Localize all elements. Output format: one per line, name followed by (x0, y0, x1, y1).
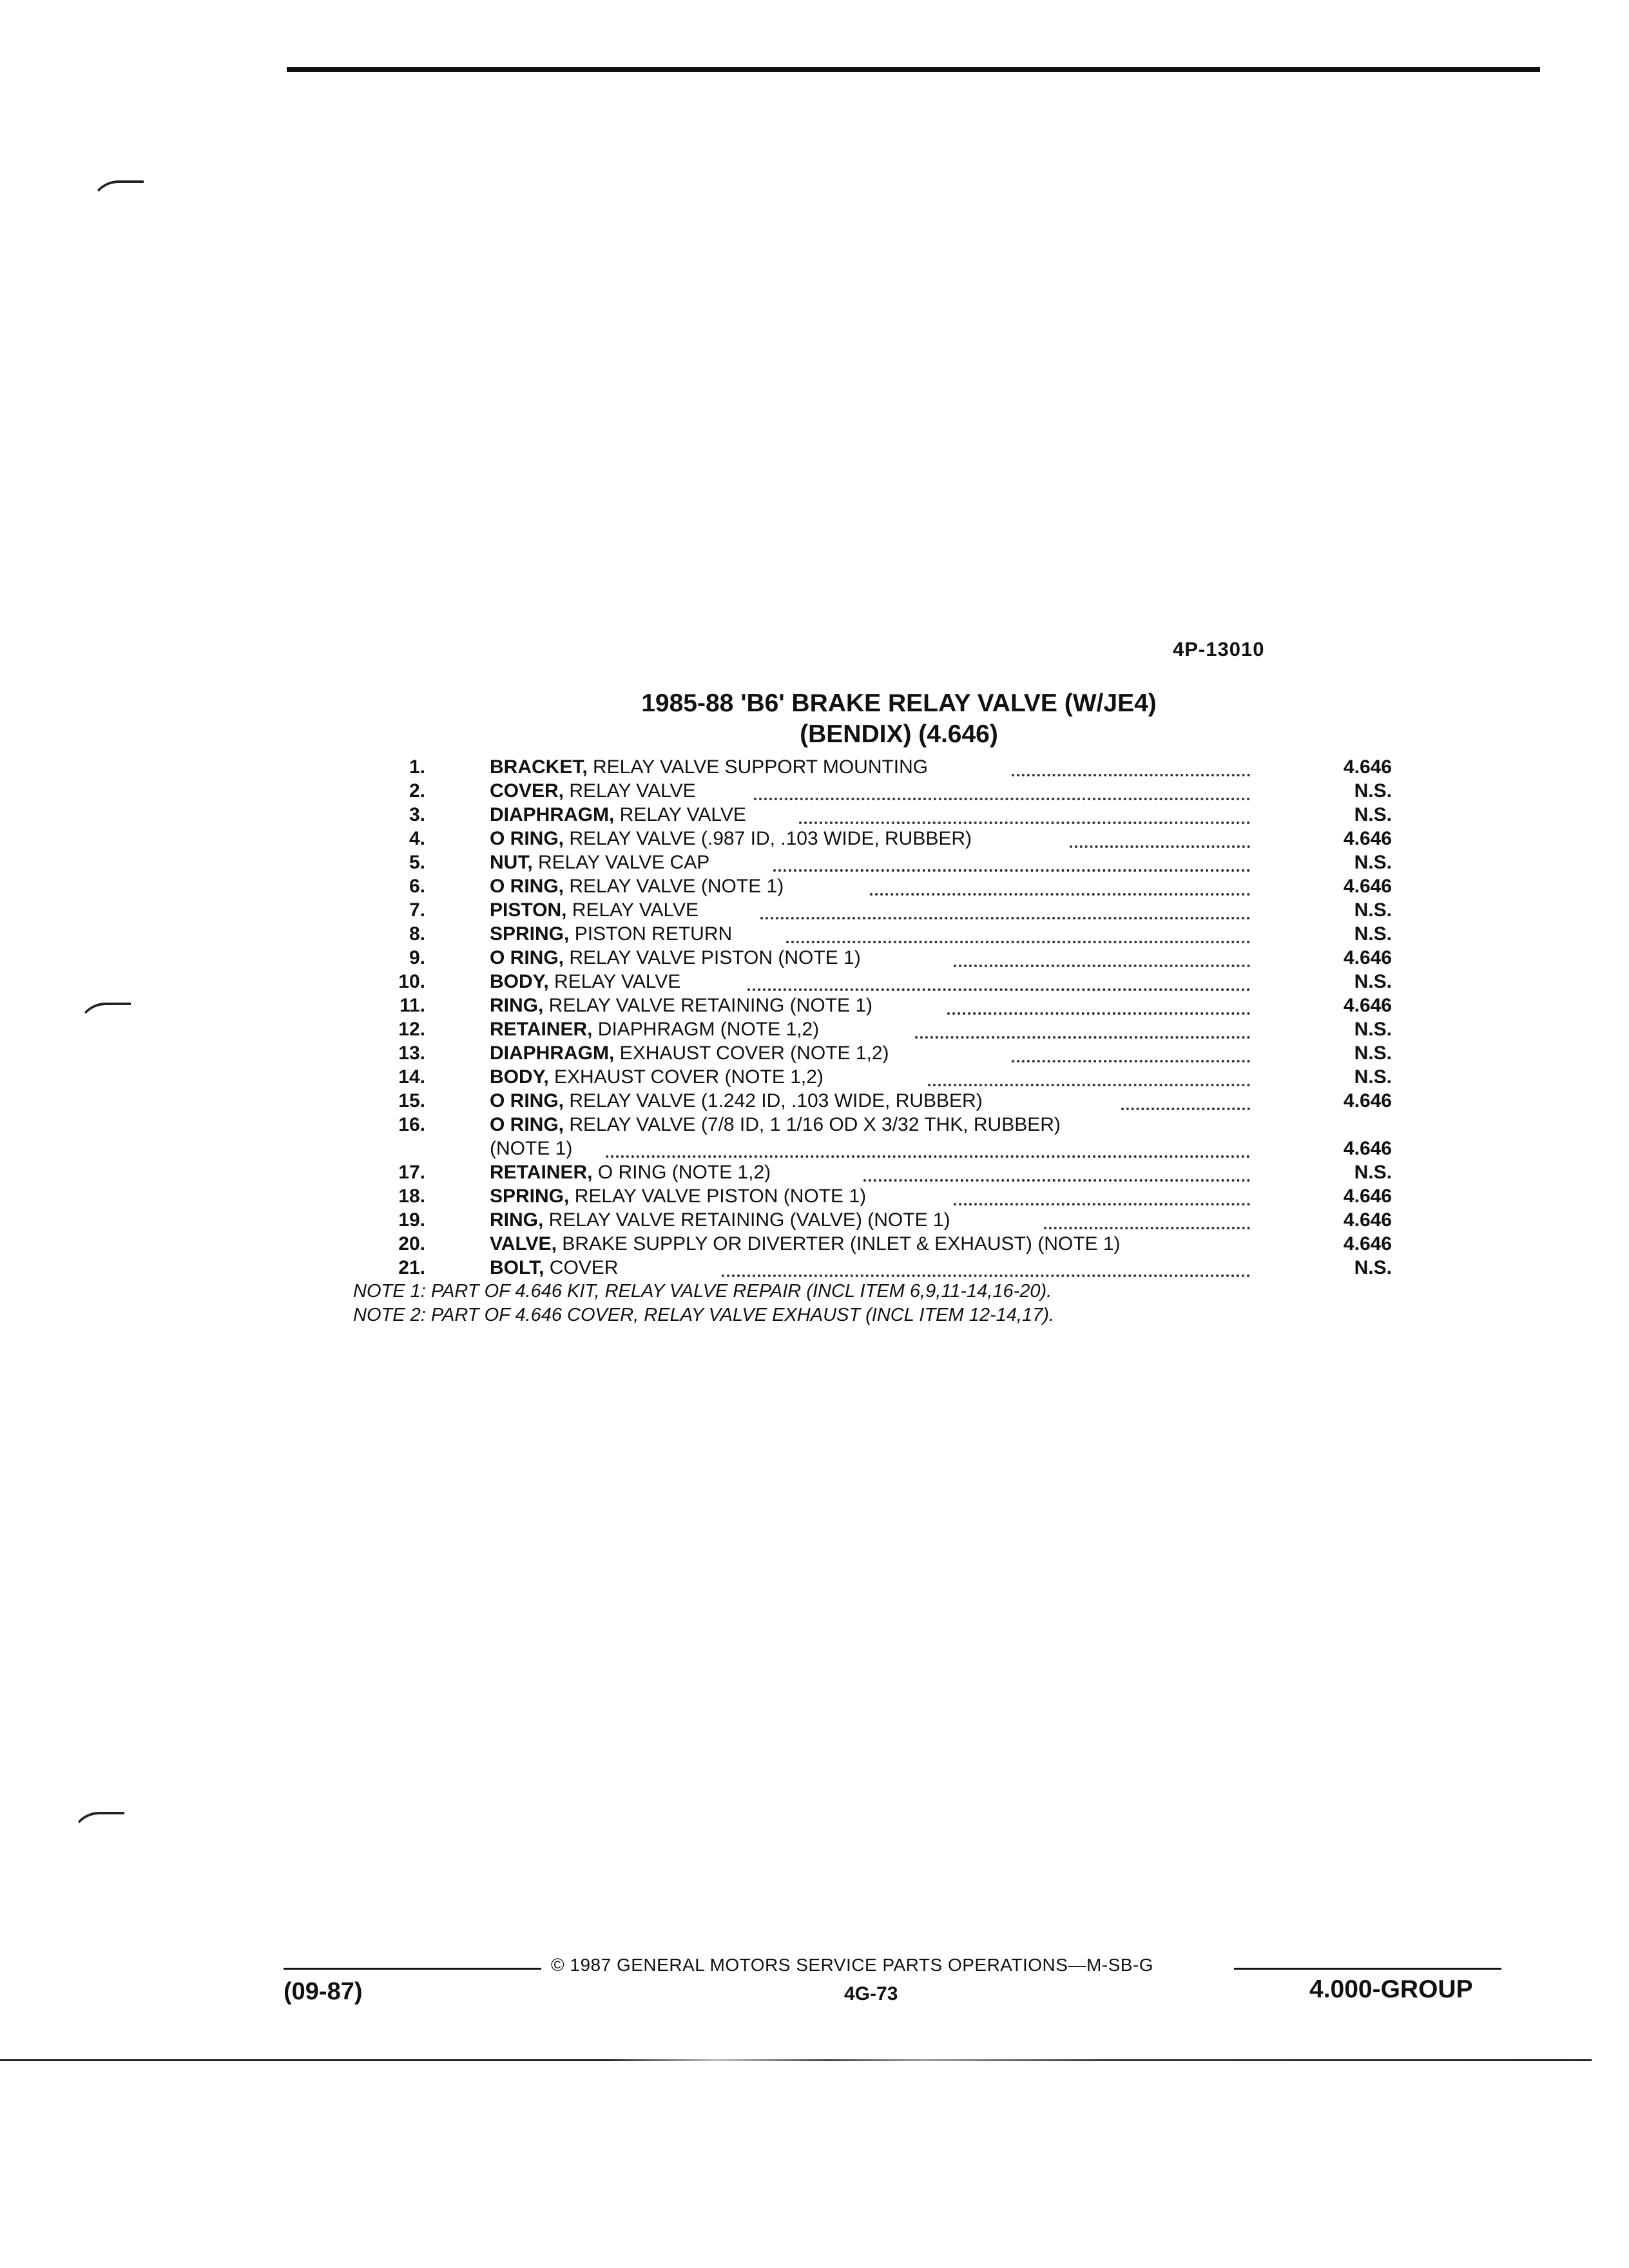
part-row (361, 1160, 1392, 1184)
punch-hole-mark (71, 1812, 124, 1840)
part-number: 6. (409, 876, 425, 897)
part-detail: EXHAUST COVER (NOTE 1,2) (614, 1043, 889, 1064)
footer-rule-left (284, 1968, 541, 1970)
dot-leader (928, 1081, 1250, 1086)
part-group-number: N.S. (1354, 780, 1392, 802)
part-name: RING, (490, 995, 544, 1016)
part-detail: RELAY VALVE CAP (532, 852, 710, 873)
note-2: NOTE 2: PART OF 4.646 COVER, RELAY VALVE EXHAUST (INCL ITEM 12-14,17). (353, 1305, 1054, 1325)
part-group-number: 4.646 (1343, 1186, 1392, 1207)
part-row (361, 1017, 1392, 1041)
part-row (361, 850, 1392, 874)
part-row (361, 1065, 1392, 1089)
part-detail: RELAY VALVE (566, 899, 699, 921)
part-name: RETAINER, (490, 1019, 593, 1040)
part-name: SPRING, (490, 923, 570, 945)
part-name: O RING, (490, 828, 564, 849)
part-row (361, 946, 1392, 970)
part-group-number: 4.646 (1343, 876, 1392, 897)
title-line-1: 1985-88 'B6' BRAKE RELAY VALVE (W/JE4) (641, 689, 1157, 717)
part-detail: RELAY VALVE PISTON (NOTE 1) (564, 947, 861, 968)
part-row (361, 755, 1392, 779)
part-name: SPRING, (490, 1186, 570, 1207)
dot-leader (947, 1010, 1250, 1015)
dot-leader (722, 1272, 1250, 1277)
part-row (361, 994, 1392, 1017)
part-number: 5. (409, 852, 425, 873)
dot-leader (870, 890, 1250, 896)
punch-hole-mark (77, 1003, 131, 1031)
part-detail: RELAY VALVE RETAINING (VALVE) (NOTE 1) (543, 1209, 950, 1231)
part-name: COVER, (490, 780, 564, 802)
part-name: DIAPHRAGM, (490, 1043, 615, 1064)
dot-leader (606, 1153, 1250, 1158)
part-detail: RELAY VALVE (.987 ID, .103 WIDE, RUBBER) (564, 828, 972, 849)
part-detail: RELAY VALVE (614, 804, 746, 825)
part-number: 16. (398, 1114, 425, 1135)
dot-leader (754, 795, 1250, 800)
part-group-number: N.S. (1354, 1066, 1392, 1088)
dot-leader (915, 1033, 1250, 1039)
part-number: 8. (409, 923, 425, 945)
part-number: 14. (398, 1066, 425, 1088)
part-group-number: 4.646 (1343, 756, 1392, 778)
dot-leader (1070, 843, 1250, 848)
dot-leader (954, 1200, 1250, 1206)
part-name: DIAPHRAGM, (490, 804, 615, 825)
part-group-number: 4.646 (1343, 1209, 1392, 1231)
part-name: O RING, (490, 1114, 564, 1135)
part-number: 4. (409, 828, 425, 849)
part-detail-line-2: (NOTE 1) (490, 1138, 573, 1159)
part-number: 18. (398, 1186, 425, 1207)
part-row (361, 898, 1392, 922)
footer-date: (09-87) (284, 1978, 363, 2005)
footer-rule-right (1234, 1968, 1501, 1970)
title-line-2: (BENDIX) (4.646) (800, 720, 998, 748)
notes-block (353, 1280, 1054, 1327)
part-detail: RELAY VALVE (7/8 ID, 1 1/16 OD X 3/32 THK, RUBBER) (564, 1114, 1061, 1135)
part-row (361, 1113, 1392, 1160)
part-number: 9. (409, 947, 425, 968)
part-group-number: 4.646 (1343, 1138, 1392, 1159)
dot-leader (747, 986, 1250, 991)
footer-copyright: © 1987 GENERAL MOTORS SERVICE PARTS OPERATIONS—M-SB-G (551, 1955, 1154, 1975)
part-group-number: N.S. (1354, 1019, 1392, 1040)
part-name: PISTON, (490, 899, 567, 921)
part-detail: O RING (NOTE 1,2) (592, 1162, 771, 1183)
part-group-number: N.S. (1354, 971, 1392, 992)
part-name: O RING, (490, 876, 564, 897)
dot-leader (1121, 1105, 1250, 1110)
part-group-number: N.S. (1354, 1043, 1392, 1064)
part-detail: RELAY VALVE (564, 780, 696, 802)
part-number: 7. (409, 899, 425, 921)
part-name: BODY, (490, 971, 549, 992)
page-title (554, 688, 1244, 750)
part-group-number: 4.646 (1343, 947, 1392, 968)
part-name: RING, (490, 1209, 544, 1231)
part-detail: RELAY VALVE (548, 971, 681, 992)
part-detail: RELAY VALVE (NOTE 1) (564, 876, 784, 897)
page-number: 4G-73 (844, 1983, 898, 2004)
part-detail: PISTON RETURN (569, 923, 733, 945)
part-group-number: N.S. (1354, 1162, 1392, 1183)
part-description (490, 1232, 1250, 1256)
part-group-number: 4.646 (1343, 828, 1392, 849)
part-group-number: N.S. (1354, 923, 1392, 945)
dot-leader (799, 819, 1250, 824)
dot-leader (1044, 1224, 1250, 1229)
part-row (361, 1208, 1392, 1232)
part-group-number: N.S. (1354, 1257, 1392, 1278)
part-group-number: N.S. (1354, 804, 1392, 825)
part-name: O RING, (490, 1090, 564, 1111)
part-detail: DIAPHRAGM (NOTE 1,2) (592, 1019, 820, 1040)
dot-leader (954, 962, 1250, 967)
part-row (361, 922, 1392, 946)
part-detail: RELAY VALVE RETAINING (NOTE 1) (543, 995, 873, 1016)
dot-leader (760, 914, 1250, 919)
dot-leader (1012, 771, 1250, 776)
part-detail: RELAY VALVE (1.242 ID, .103 WIDE, RUBBER) (564, 1090, 983, 1111)
part-name: O RING, (490, 947, 564, 968)
part-name: RETAINER, (490, 1162, 593, 1183)
part-name: NUT, (490, 852, 533, 873)
part-number: 10. (398, 971, 425, 992)
part-name: BODY, (490, 1066, 549, 1088)
punch-hole-mark (90, 180, 144, 209)
part-row (361, 970, 1392, 994)
footer-group-label: 4.000-GROUP (1309, 1975, 1473, 2003)
top-rule (287, 67, 1540, 72)
part-group-number: N.S. (1354, 899, 1392, 921)
part-row (361, 803, 1392, 827)
part-number: 17. (398, 1162, 425, 1183)
part-detail: EXHAUST COVER (NOTE 1,2) (548, 1066, 824, 1088)
part-number: 2. (409, 780, 425, 802)
dot-leader (863, 1177, 1250, 1182)
dot-leader (1012, 1057, 1250, 1062)
part-row (361, 1041, 1392, 1065)
part-number: 3. (409, 804, 425, 825)
parts-list (361, 755, 1392, 1280)
part-name: BOLT, (490, 1257, 545, 1278)
note-1: NOTE 1: PART OF 4.646 KIT, RELAY VALVE REPAIR (INCL ITEM 6,9,11-14,16-20). (353, 1281, 1052, 1302)
part-row (361, 874, 1392, 898)
part-row (361, 1232, 1392, 1256)
part-detail: COVER (544, 1257, 619, 1278)
dot-leader (773, 867, 1250, 872)
part-name: BRACKET, (490, 756, 588, 778)
part-row (361, 827, 1392, 850)
part-detail: RELAY VALVE SUPPORT MOUNTING (587, 756, 929, 778)
part-number: 21. (398, 1257, 425, 1278)
part-number: 19. (398, 1209, 425, 1231)
part-number: 1. (409, 756, 425, 778)
part-name: VALVE, (490, 1233, 557, 1254)
part-number: 20. (398, 1233, 425, 1254)
part-number: 12. (398, 1019, 425, 1040)
part-group-number: 4.646 (1343, 995, 1392, 1016)
part-number: 13. (398, 1043, 425, 1064)
part-group-number: N.S. (1354, 852, 1392, 873)
part-group-number: 4.646 (1343, 1233, 1392, 1254)
part-detail: RELAY VALVE PISTON (NOTE 1) (569, 1186, 867, 1207)
part-group-number: 4.646 (1343, 1090, 1392, 1111)
part-row (361, 1184, 1392, 1208)
page-bottom-edge (0, 2059, 1592, 2061)
part-detail: BRAKE SUPPLY OR DIVERTER (INLET & EXHAUST) (NOTE 1) (556, 1233, 1121, 1254)
part-row (361, 779, 1392, 803)
part-number: 15. (398, 1090, 425, 1111)
dot-leader (786, 938, 1250, 943)
part-number: 11. (399, 995, 425, 1016)
part-row (361, 1089, 1392, 1113)
document-code: 4P-13010 (1173, 638, 1265, 660)
part-row (361, 1256, 1392, 1280)
